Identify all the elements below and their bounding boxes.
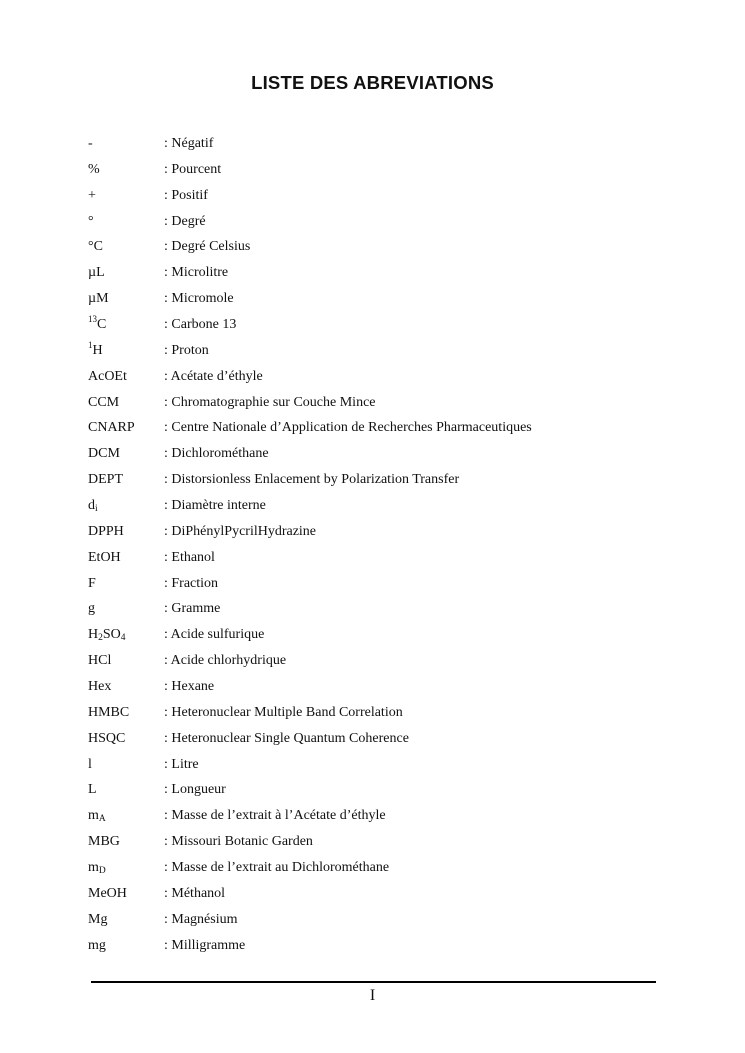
abbreviation-definition: : Magnésium <box>164 911 238 927</box>
abbreviation-term-part: DEPT <box>88 472 123 488</box>
abbreviation-term-part: 13 <box>88 314 97 325</box>
abbreviation-row <box>88 315 688 341</box>
abbreviation-definition: : Microlitre <box>164 265 229 281</box>
abbreviation-row <box>88 186 688 212</box>
abbreviation-definition: : Heteronuclear Single Quantum Coherence <box>164 730 409 746</box>
abbreviation-term-part: - <box>88 136 93 151</box>
abbreviation-term <box>88 186 96 206</box>
abbreviation-definition: : DiPhénylPycrilHydrazine <box>164 523 317 539</box>
abbreviation-term-part: ° <box>88 213 94 229</box>
abbreviation-row <box>88 212 688 238</box>
abbreviation-term <box>88 134 93 154</box>
abbreviation-term <box>88 858 106 879</box>
abbreviation-term-part: m <box>88 808 99 824</box>
abbreviation-term-part: m <box>88 860 99 876</box>
abbreviation-definition: : Degré Celsius <box>164 239 251 255</box>
abbreviation-definition: : Proton <box>164 342 209 358</box>
abbreviation-term-part: l <box>88 756 92 772</box>
abbreviation-definition: : Gramme <box>164 601 221 617</box>
page-number: I <box>369 987 376 1004</box>
abbreviation-term <box>88 393 119 413</box>
abbreviation-row <box>88 755 688 781</box>
abbreviation-term <box>88 780 97 800</box>
abbreviation-term-part: 1 <box>88 339 93 350</box>
abbreviation-definition: : Dichlorométhane <box>164 446 269 462</box>
abbreviation-term <box>88 599 95 619</box>
abbreviation-term-part: µL <box>88 265 105 281</box>
abbreviation-term-part: DCM <box>88 446 120 462</box>
abbreviation-term <box>88 677 111 697</box>
abbreviation-definition: : Milligramme <box>164 937 246 953</box>
abbreviation-row <box>88 858 688 884</box>
abbreviation-definition: : Chromatographie sur Couche Mince <box>164 394 376 410</box>
abbreviation-term-part: D <box>98 866 106 877</box>
abbreviation-term <box>88 160 100 180</box>
abbreviation-definition: : Ethanol <box>164 549 215 565</box>
abbreviation-term <box>88 444 120 464</box>
abbreviation-definition: : Diamètre interne <box>164 498 266 514</box>
abbreviation-row <box>88 884 688 910</box>
abbreviation-term <box>88 237 103 257</box>
abbreviation-row <box>88 134 688 160</box>
abbreviation-term-part: DPPH <box>88 523 124 539</box>
abbreviation-row <box>88 237 688 263</box>
abbreviation-term-part: 2 <box>98 633 103 644</box>
abbreviation-definition: : Masse de l’extrait à l’Acétate d’éthyle <box>164 808 386 824</box>
abbreviation-definition: : Heteronuclear Multiple Band Correlation <box>164 704 403 720</box>
abbreviation-definition: : Pourcent <box>164 161 222 177</box>
abbreviation-term-part: d <box>88 498 95 514</box>
abbreviation-term-part: SO <box>102 627 121 643</box>
abbreviation-row <box>88 677 688 703</box>
abbreviation-term <box>88 263 105 283</box>
abbreviation-definition: : Distorsionless Enlacement by Polarization Transfer <box>164 472 460 488</box>
abbreviation-term-part: °C <box>88 239 103 255</box>
abbreviation-term-part: MeOH <box>88 885 127 901</box>
footer-divider <box>91 981 656 983</box>
abbreviation-row <box>88 729 688 755</box>
abbreviation-definition: : Acétate d’éthyle <box>164 368 263 384</box>
abbreviation-term <box>88 212 94 232</box>
abbreviation-term-part: A <box>98 814 106 825</box>
abbreviation-row <box>88 651 688 677</box>
abbreviation-term-part: F <box>88 575 96 591</box>
abbreviation-row <box>88 574 688 600</box>
abbreviation-term <box>88 625 126 646</box>
abbreviation-term-part: 4 <box>120 633 126 644</box>
abbreviation-row <box>88 444 688 470</box>
abbreviation-term <box>88 729 125 749</box>
abbreviation-row <box>88 289 688 315</box>
abbreviation-term-part: HSQC <box>88 730 126 746</box>
abbreviation-row <box>88 367 688 393</box>
abbreviation-definition: : Micromole <box>164 291 234 307</box>
abbreviation-term-part: HMBC <box>88 704 130 720</box>
page-title: LISTE DES ABREVIATIONS <box>251 72 494 93</box>
abbreviation-term-part: EtOH <box>88 549 121 565</box>
abbreviation-row <box>88 522 688 548</box>
abbreviation-term <box>88 315 106 335</box>
abbreviation-definition: : Méthanol <box>164 885 226 901</box>
abbreviation-term <box>88 703 129 723</box>
abbreviation-term-part: µM <box>88 291 109 307</box>
abbreviation-term-part: Mg <box>88 911 108 927</box>
abbreviation-definition: : Hexane <box>164 679 215 695</box>
abbreviation-definition: : Négatif <box>164 136 214 151</box>
abbreviation-row <box>88 936 688 962</box>
abbreviation-definition: : Longueur <box>164 782 226 798</box>
abbreviation-row <box>88 703 688 729</box>
abbreviation-row <box>88 418 688 444</box>
abbreviation-definition: : Positif <box>164 187 208 203</box>
abbreviation-row <box>88 910 688 936</box>
abbreviation-definition: : Centre Nationale d’Application de Recherches Pharmaceutiques <box>164 420 532 436</box>
abbreviation-term-part: C <box>97 317 107 333</box>
abbreviation-term <box>88 496 98 517</box>
abbreviation-term-part: H <box>92 342 103 358</box>
abbreviation-list <box>88 134 688 962</box>
abbreviation-row <box>88 496 688 522</box>
abbreviation-row <box>88 625 688 651</box>
abbreviation-row <box>88 393 688 419</box>
abbreviation-definition: : Masse de l’extrait au Dichlorométhane <box>164 860 390 876</box>
abbreviation-term-part: CNARP <box>88 420 135 436</box>
abbreviation-term-part: mg <box>88 937 106 953</box>
abbreviation-definition: : Degré <box>164 213 206 229</box>
abbreviation-term <box>88 418 135 438</box>
abbreviation-term-part: L <box>88 782 97 798</box>
abbreviation-term-part: g <box>88 601 95 617</box>
abbreviation-term-part: i <box>95 504 98 515</box>
abbreviation-term <box>88 470 123 490</box>
abbreviation-row <box>88 806 688 832</box>
abbreviation-row <box>88 832 688 858</box>
abbreviation-term-part: AcOEt <box>88 368 127 384</box>
abbreviation-term-part: % <box>88 161 100 177</box>
abbreviation-definition: : Acide chlorhydrique <box>164 653 287 669</box>
abbreviation-term-part: H <box>88 627 99 643</box>
abbreviation-term <box>88 884 127 904</box>
abbreviation-definition: : Fraction <box>164 575 219 591</box>
abbreviation-term <box>88 548 121 568</box>
abbreviation-row <box>88 263 688 289</box>
abbreviation-term <box>88 910 107 930</box>
abbreviation-row <box>88 599 688 625</box>
abbreviation-term-part: MBG <box>88 834 120 850</box>
abbreviation-term <box>88 289 109 309</box>
abbreviation-term-part: Hex <box>88 679 112 695</box>
abbreviation-term <box>88 806 106 827</box>
abbreviation-row <box>88 341 688 367</box>
abbreviation-row <box>88 548 688 574</box>
abbreviation-term-part: HCl <box>88 653 112 669</box>
abbreviation-row <box>88 160 688 186</box>
abbreviation-term <box>88 367 127 387</box>
abbreviation-term-part: CCM <box>88 394 120 410</box>
abbreviation-term <box>88 832 120 852</box>
abbreviation-definition: : Missouri Botanic Garden <box>164 834 313 850</box>
abbreviation-definition: : Acide sulfurique <box>164 627 265 643</box>
abbreviation-term-part: + <box>88 187 96 203</box>
abbreviation-definition: : Litre <box>164 756 199 772</box>
abbreviation-term <box>88 755 92 775</box>
abbreviation-row <box>88 780 688 806</box>
abbreviation-row <box>88 470 688 496</box>
abbreviation-term <box>88 936 106 956</box>
abbreviation-definition: : Carbone 13 <box>164 317 237 333</box>
abbreviation-term <box>88 651 111 671</box>
abbreviation-term <box>88 341 103 361</box>
abbreviation-term <box>88 574 96 594</box>
abbreviation-term <box>88 522 124 542</box>
